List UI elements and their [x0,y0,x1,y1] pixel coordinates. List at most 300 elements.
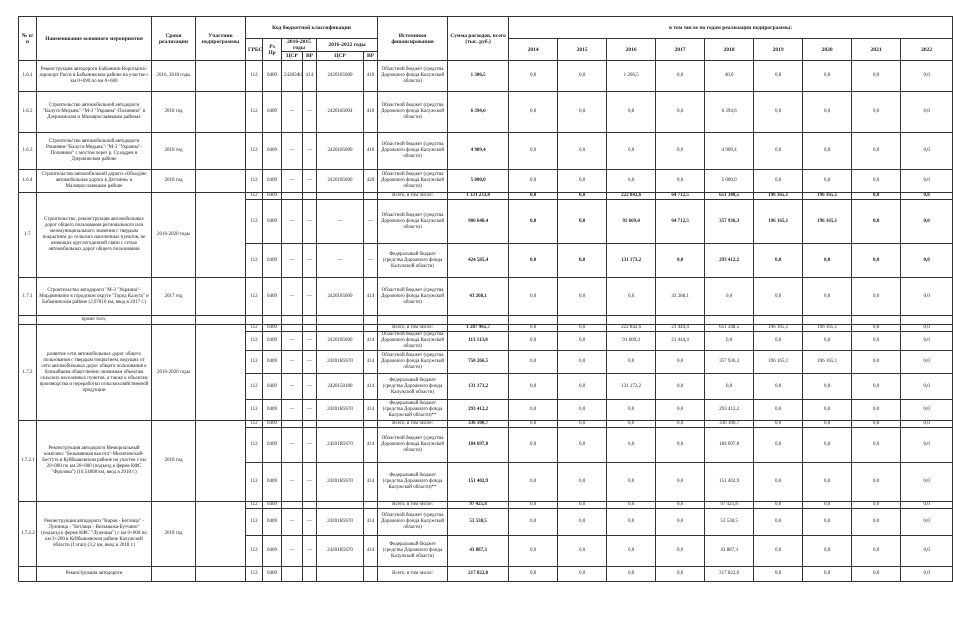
source-cell: Всего, в том числе: [378,421,448,428]
csr-cell: 24201R5670 [317,536,364,567]
year-value-cell: 0,0 [705,374,754,400]
csr-cell [282,325,303,332]
year-value-cell: 0,0 [803,536,852,567]
year-value-cell: 0,0 [852,400,901,421]
source-cell: Федеральный бюджет (средства Дорожного фонда Калужской области) [378,536,448,567]
rzpr-cell: 0409 [263,421,282,428]
year-value-cell: 6 394,6 [705,92,754,133]
year-value-cell: 0,0 [656,502,705,509]
header-year: 2015 [558,39,607,61]
year-value-cell: 0,0 [558,400,607,421]
source-cell: Федеральный бюджет (средства Дорожного фонда Калужской области)** [378,400,448,421]
grbs-cell: 112 [246,421,263,428]
year-value-cell: 0,0 [852,278,901,316]
year-value-cell: 43 887,3 [705,536,754,567]
year-value-cell: 0,0 [754,278,803,316]
grbs-cell: 112 [246,92,263,133]
row-number: 1.7.1 [19,278,37,316]
vr-cell: — [364,200,378,244]
year-value-cell: 0,0 [852,170,901,193]
vr-cell: — [364,244,378,278]
empty-cell [448,316,509,325]
csr-cell [282,567,303,582]
year-value-cell: 0,0 [558,374,607,400]
year-value-cell: 293 412,2 [705,244,754,278]
year-value-cell: 0,0 [558,92,607,133]
year-value-cell: 196 165,1 [803,351,852,374]
year-value-cell: 336 100,7 [705,421,754,428]
year-value-cell: 0,0 [803,421,852,428]
year-value-cell: 0,0 [803,133,852,170]
rzpr-cell: 0409 [263,61,282,92]
vr-cell: 414 [303,61,317,92]
source-cell: Областной бюджет (средства Дорожного фонда Калужской области) [378,351,448,374]
year-value-cell: 0,0 [558,351,607,374]
year-value-cell: 0,0 [509,374,558,400]
table-row [19,133,953,170]
participant-cell [196,133,246,170]
grbs-cell: 112 [246,193,263,200]
csr-cell [282,502,303,509]
year-value-cell: 217 822,0 [705,567,754,582]
vr-cell: 414 [364,332,378,351]
grbs-cell: 112 [246,244,263,278]
header-term: Сроки реализации [152,17,196,61]
participant-cell [196,502,246,567]
vr-cell: 414 [364,536,378,567]
year-value-cell: 0,0 [558,509,607,536]
csr-cell: 2420150180 [317,374,364,400]
year-value-cell: 0,0 [509,463,558,502]
year-value-cell: 222 842,6 [607,193,656,200]
rzpr-cell: 0409 [263,567,282,582]
year-value-cell: 0,0 [901,170,953,193]
term-cell: 2016, 2018 годы [152,61,196,92]
source-cell: Всего, в том числе: [378,502,448,509]
row-number [19,316,37,325]
source-cell: Всего, в том числе: [378,193,448,200]
row-number: 1.6.4 [19,170,37,193]
year-value-cell: 222 842,6 [607,325,656,332]
sum-cell: 6 394,6 [448,92,509,133]
measure-name: Строительство, реконструкция автомобильных дорог общего пользования регионального или межмуниципального значения с твердым покрытием до сельских населенных пунктов, не имеющих круглогодичной связи с сетью автомобильных дорог общего пользования [37,193,152,278]
measure-name: Строительство автодороги "М-3 "Украина"-Мордвинкино в городском округе "Город Калуга" и Бабынинском районе (2,07810 км, ввод в 2017 г.) [37,278,152,316]
year-value-cell: 0,0 [754,463,803,502]
grbs-cell: 112 [246,428,263,463]
csr-cell: — [282,509,303,536]
budget-table-page [18,16,933,632]
year-value-cell: 91 669,4 [607,200,656,244]
year-value-cell: 0,0 [509,200,558,244]
vr-cell [303,421,317,428]
participant-cell [196,170,246,193]
table-row [19,278,953,316]
year-value-cell: 0,0 [803,244,852,278]
source-cell: Областной бюджет (средства Дорожного фонда Калужской области) [378,200,448,244]
year-value-cell: 0,0 [607,133,656,170]
row-number: 1.7.2 [19,325,37,421]
sum-cell: 53 538,5 [448,509,509,536]
sum-cell: 43 887,3 [448,536,509,567]
csr-cell: — [282,133,303,170]
row-number: 1.7.2.2 [19,502,37,567]
sum-cell: 1 287 965,7 [448,325,509,332]
source-cell: Областной бюджет (средства Дорожного фонда Калужской области) [378,170,448,193]
year-value-cell: 0,0 [558,502,607,509]
year-value-cell: 0,0 [509,278,558,316]
year-value-cell: 0,0 [558,244,607,278]
year-value-cell: 0,0 [558,325,607,332]
year-value-cell: 0,0 [656,428,705,463]
csr-cell [317,567,364,582]
empty-cell [509,316,558,325]
vr-cell: — [303,170,317,193]
year-value-cell: 0,0 [852,200,901,244]
term-cell: 2018 год [152,502,196,567]
year-value-cell: 0,0 [852,421,901,428]
header-year: 2014 [509,39,558,61]
row-number: 1.6.2 [19,92,37,133]
csr-cell: — [282,244,303,278]
source-cell: Всего, в том числе: [378,567,448,582]
header-by-years: в том числе по годам реализации подпрограммы: [509,17,953,39]
year-value-cell: 0,0 [656,133,705,170]
year-value-cell: 651 348,5 [705,193,754,200]
year-value-cell: 0,0 [705,278,754,316]
sum-cell: 184 697,8 [448,428,509,463]
year-value-cell: 0,0 [558,193,607,200]
year-value-cell: 0,0 [754,374,803,400]
csr-cell: 2420185004 [317,92,364,133]
year-value-cell: 0,0 [852,325,901,332]
sum-cell: 217 822,0 [448,567,509,582]
year-value-cell: 0,0 [754,61,803,92]
table-row [19,502,953,509]
empty-cell [303,316,317,325]
source-cell: Областной бюджет (средства Дорожного фонда Калужской области) [378,133,448,170]
year-value-cell: 0,0 [852,463,901,502]
header-period-1: 2016-2015 годы [282,39,317,52]
grbs-cell: 112 [246,567,263,582]
sum-cell: 1 331 233,8 [448,193,509,200]
table-row [19,61,953,92]
vr-cell: — [303,509,317,536]
year-value-cell: 0,0 [852,536,901,567]
csr-cell: 24201R5670 [317,351,364,374]
source-cell: Областной бюджет (средства Дорожного фонда Калужской области) [378,509,448,536]
year-value-cell: 0,0 [607,400,656,421]
csr-cell: 24201R5670 [317,463,364,502]
year-value-cell: 64 712,5 [656,200,705,244]
year-value-cell: 0,0 [509,92,558,133]
empty-cell [901,316,953,325]
year-value-cell: 64 712,5 [656,193,705,200]
vr-cell [303,193,317,200]
grbs-cell: 112 [246,502,263,509]
year-value-cell: 0,0 [852,133,901,170]
header-rzpr: Рз Пр [263,39,282,61]
vr-cell [303,325,317,332]
year-value-cell: 4 909,4 [705,133,754,170]
header-period-2: 2016-2022 годы [317,39,378,52]
year-value-cell: 0,0 [509,400,558,421]
csr-cell: — [317,200,364,244]
sum-cell: 424 585,4 [448,244,509,278]
year-value-cell: 131 173,2 [607,374,656,400]
grbs-cell: 112 [246,170,263,193]
measure-name: Строительство автомобильной дороги «Обход)не автомобильная дорога в Детчине» в Малоярославецком районе [37,170,152,193]
vr-cell: — [303,200,317,244]
year-value-cell: 0,0 [803,332,852,351]
vr-cell: — [303,428,317,463]
year-value-cell: 0,0 [803,278,852,316]
rzpr-cell: 0409 [263,200,282,244]
year-value-cell: 1 266,5 [607,61,656,92]
year-value-cell: 0,0 [901,244,953,278]
year-value-cell: 131 173,2 [607,244,656,278]
year-value-cell: 0,0 [558,200,607,244]
vr-cell: — [303,351,317,374]
source-cell: Федеральный бюджет (средства Дорожного фонда Калужской области)** [378,463,448,502]
grbs-cell: 112 [246,278,263,316]
year-value-cell: 196 165,1 [754,325,803,332]
vr-cell: 414 [364,374,378,400]
year-value-cell: 0,0 [607,421,656,428]
csr-cell: — [282,170,303,193]
participant-cell [196,193,246,278]
rzpr-cell: 0409 [263,170,282,193]
source-cell: Всего, в том числе: [378,325,448,332]
csr-cell: — [317,244,364,278]
header-vr: ВР [303,52,317,61]
csr-cell: — [282,278,303,316]
header-year: 2022 [901,39,953,61]
year-value-cell: 5 000,0 [705,170,754,193]
source-cell: Областной бюджет (средства Дорожного фонда Калужской области) [378,278,448,316]
header-vr: ВР [364,52,378,61]
vr-cell: 414 [364,278,378,316]
year-value-cell: 0,0 [509,133,558,170]
rzpr-cell: 0409 [263,244,282,278]
year-value-cell: 0,0 [509,61,558,92]
year-value-cell: 196 165,1 [803,193,852,200]
participant-cell [196,278,246,316]
year-value-cell: 0,0 [509,536,558,567]
vr-cell: 410 [364,133,378,170]
measure-name: Строительство автомобильной автодороги Рошняни-"Калуга-Медынь"-"М-3 "Украина"-Поливино" с мостом через р. Суходрев в Дзержинском районе [37,133,152,170]
year-value-cell: 0,0 [754,133,803,170]
table-row [19,193,953,200]
year-value-cell: 0,0 [656,400,705,421]
empty-cell [263,316,282,325]
year-value-cell: 196 165,1 [754,200,803,244]
year-value-cell: 0,0 [852,61,901,92]
term-cell: 2016-2020 годы [152,325,196,421]
year-value-cell: 0,0 [509,428,558,463]
sum-cell: 151 402,9 [448,463,509,502]
header-grbs: ГРБС [246,39,263,61]
year-value-cell: 0,0 [656,92,705,133]
year-value-cell: 184 697,8 [705,428,754,463]
grbs-cell: 112 [246,509,263,536]
rzpr-cell: 0409 [263,351,282,374]
csr-cell: — [282,351,303,374]
source-cell: Областной бюджет (средства Дорожного фонда Калужской области) [378,92,448,133]
csr-cell [282,421,303,428]
grbs-cell: 112 [246,400,263,421]
table-row [19,421,953,428]
csr-cell: — [282,536,303,567]
header-kbk: Код бюджетной классификации [246,17,378,39]
empty-cell [246,316,263,325]
header-year: 2017 [656,39,705,61]
rzpr-cell: 0409 [263,332,282,351]
year-value-cell: 0,0 [901,536,953,567]
year-value-cell: 43 268,1 [656,278,705,316]
year-value-cell: 151 402,9 [705,463,754,502]
year-value-cell: 0,0 [607,170,656,193]
year-value-cell: 0,0 [607,351,656,374]
csr-cell: — [282,428,303,463]
row-number: 1.7.2.1 [19,421,37,502]
header-csr: ЦСР [317,52,364,61]
term-cell: 2018 год [152,170,196,193]
csr-cell: — [282,400,303,421]
vr-cell [364,325,378,332]
csr-cell: — [282,374,303,400]
year-value-cell: 0,0 [901,463,953,502]
sum-cell: 43 268,1 [448,278,509,316]
sum-cell: 131 173,2 [448,374,509,400]
measure-name: Реконструкция автодороги Бабынино-Воротынск-аэропорт Рассв в Бабынинском районе на участке с км 0+690 по км 0+600 [37,61,152,92]
year-value-cell: 0,0 [607,92,656,133]
table-row [19,92,953,133]
year-value-cell: 0,0 [803,92,852,133]
vr-cell: — [303,92,317,133]
vr-cell: — [303,400,317,421]
year-value-cell: 0,0 [607,536,656,567]
year-value-cell: 0,0 [803,567,852,582]
grbs-cell: 112 [246,61,263,92]
year-value-cell: 0,0 [901,374,953,400]
empty-cell [364,316,378,325]
csr-cell: — [282,463,303,502]
year-value-cell: 0,0 [558,428,607,463]
sum-cell: 750 266,5 [448,351,509,374]
vr-cell: — [303,332,317,351]
note-cell: кроме того, [37,316,152,325]
vr-cell [303,502,317,509]
year-value-cell: 0,0 [754,332,803,351]
sum-cell: 1 306,5 [448,61,509,92]
year-value-cell: 196 165,1 [754,193,803,200]
year-value-cell: 0,0 [754,428,803,463]
empty-cell [378,316,448,325]
source-cell: Федеральный бюджет (средства Дорожного фонда Калужской области) [378,244,448,278]
vr-cell: — [303,244,317,278]
header-year: 2019 [754,39,803,61]
year-value-cell: 0,0 [754,502,803,509]
year-value-cell: 91 669,4 [607,332,656,351]
csr-cell: 2420185000 [317,133,364,170]
vr-cell: 414 [364,400,378,421]
participant-cell [196,61,246,92]
year-value-cell: 53 538,5 [705,509,754,536]
measure-name: Реконструкция автодороги "Киров - Бетлица" - Лужница - "Бетлица - Вельмыжа-Бутчино" (подъезд к ферме КФС "Лужница") с км 0+000 по км 3+200 в Куйбышевском районе Калужской области (I этап) (3,2 км, ввод в 2018 г.) [37,502,152,567]
measure-name: Реконструкция автодороги Мемориальный комплекс "Безымянная высота"-Милятинский-Бестуть в Куйбышевском районе на участке с км 20+000 по км 20+800 (подъезд к ферме КФС "Фролова") (10,54808 км, ввод в 2018 г.) [37,421,152,502]
year-value-cell: 0,0 [901,278,953,316]
term-cell [152,567,196,582]
year-value-cell: 357 936,3 [705,351,754,374]
source-cell: Федеральный бюджет (средства Дорожного фонда Калужской области) [378,374,448,400]
measure-name: Строительство автомобильной автодороги "Калуга-Медынь"-"М-3 "Украина"-Поливино" в Дзержинском и Малоярославецком районах [37,92,152,133]
csr-cell: 24201R5670 [317,400,364,421]
sum-cell: 293 412,2 [448,400,509,421]
empty-cell [754,316,803,325]
year-value-cell: 0,0 [656,536,705,567]
year-value-cell: 0,0 [558,332,607,351]
year-value-cell: 0,0 [901,193,953,200]
grbs-cell: 112 [246,374,263,400]
year-value-cell: 0,0 [901,428,953,463]
csr-cell: — [282,200,303,244]
empty-cell [196,316,246,325]
year-value-cell: 0,0 [901,133,953,170]
header-participant: Участник подпрограммы [196,17,246,61]
rzpr-cell: 0409 [263,463,282,502]
year-value-cell: 0,0 [901,61,953,92]
year-value-cell: 0,0 [852,509,901,536]
year-value-cell: 293 412,2 [705,400,754,421]
rzpr-cell: 0409 [263,133,282,170]
table-row [19,316,953,325]
year-value-cell: 0,0 [852,193,901,200]
empty-cell [656,316,705,325]
year-value-cell: 0,0 [754,244,803,278]
csr-cell: — [282,92,303,133]
year-value-cell: 97 425,8 [705,502,754,509]
empty-cell [282,316,303,325]
vr-cell: — [303,463,317,502]
csr-cell [317,421,364,428]
year-value-cell: 0,0 [656,244,705,278]
row-number: 1.6.3 [19,133,37,170]
rzpr-cell: 0409 [263,374,282,400]
year-value-cell: 0,0 [509,509,558,536]
year-value-cell: 0,0 [901,200,953,244]
csr-cell: 24201R5670 [317,428,364,463]
table-row [19,170,953,193]
year-value-cell: 0,0 [558,536,607,567]
term-cell: 2016-2020 годы [152,193,196,278]
year-value-cell: 0,0 [803,463,852,502]
year-value-cell: 196 165,1 [803,200,852,244]
vr-cell: — [303,536,317,567]
year-value-cell: 0,0 [607,278,656,316]
csr-cell: 24201R5670 [317,509,364,536]
year-value-cell: 0,0 [852,567,901,582]
source-cell: Областной бюджет (средства Дорожного фонда Калужской области) [378,61,448,92]
year-value-cell: 0,0 [607,428,656,463]
year-value-cell: 0,0 [901,509,953,536]
year-value-cell: 0,0 [656,61,705,92]
row-number: 1.7 [19,193,37,278]
rzpr-cell: 0409 [263,92,282,133]
year-value-cell: 0,0 [754,170,803,193]
year-value-cell: 0,0 [607,567,656,582]
empty-cell [558,316,607,325]
source-cell: Областной бюджет (средства Дорожного фонда Калужской области) [378,428,448,463]
